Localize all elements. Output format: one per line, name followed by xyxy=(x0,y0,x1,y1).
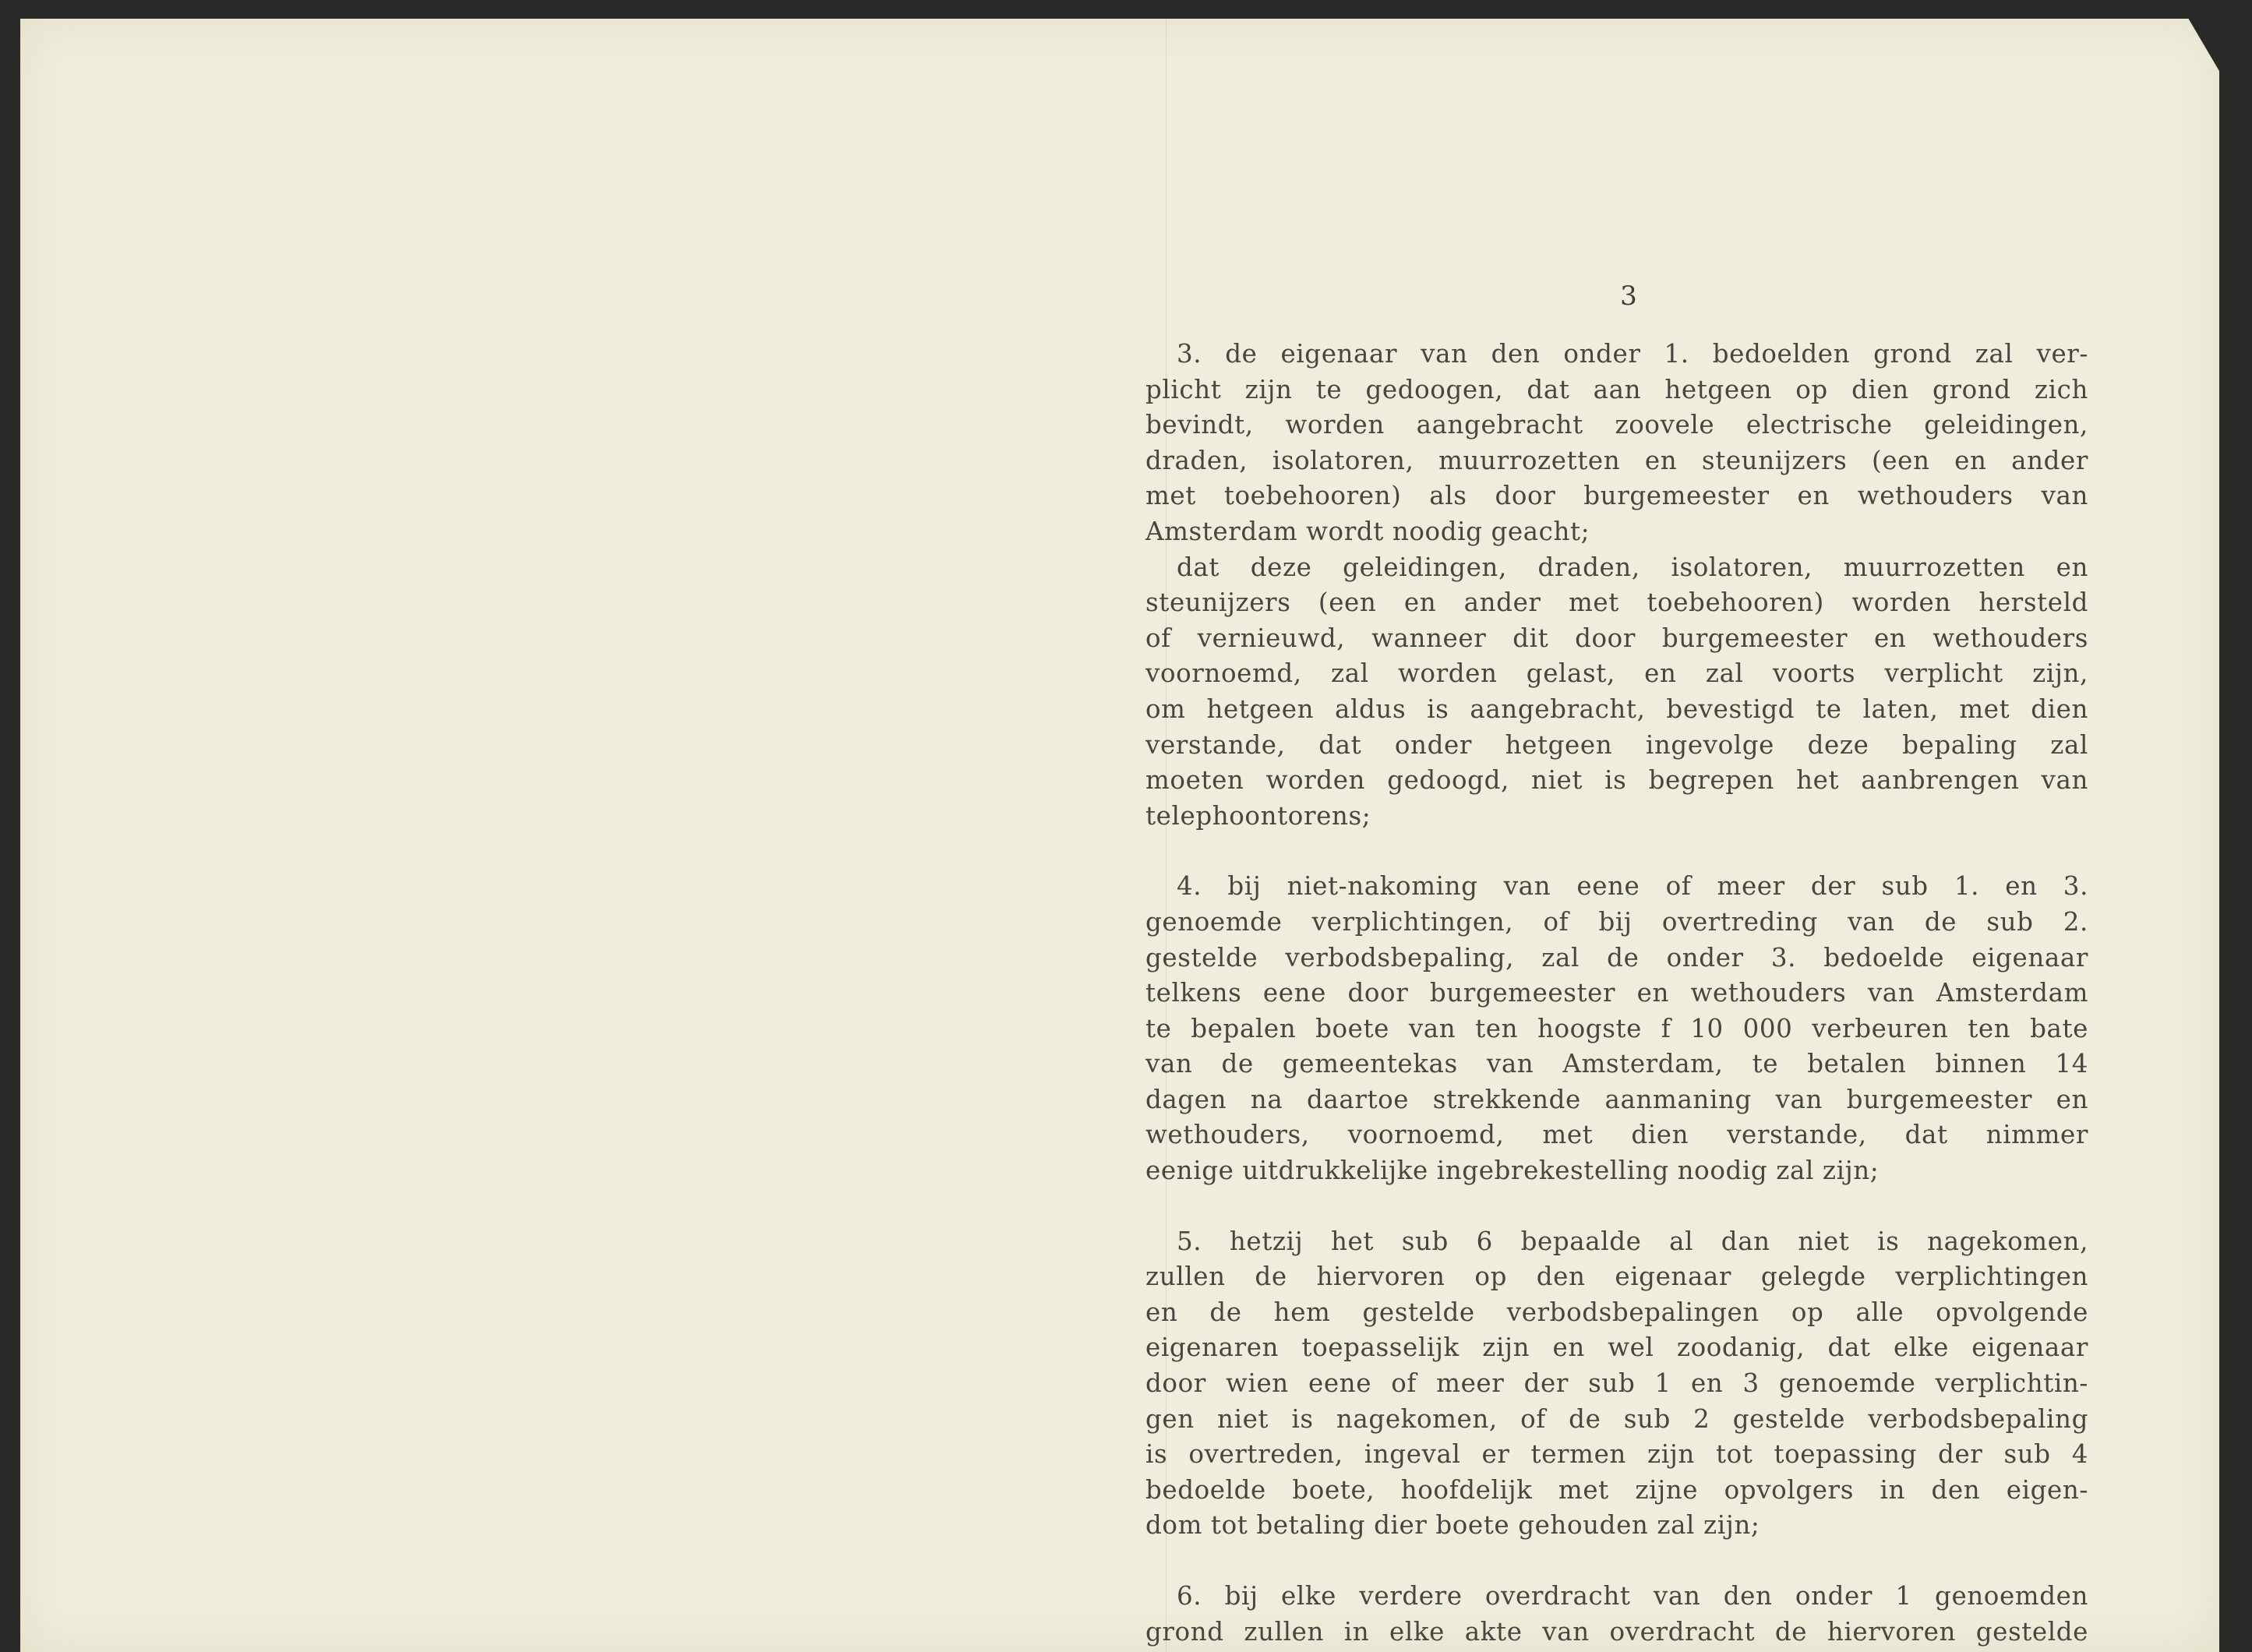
text-line: genoemde verplichtingen, of bij overtreding van de sub 2. xyxy=(1145,906,2088,937)
paragraph-5 xyxy=(1145,1224,2088,1544)
text-line: eigenaren toepasselijk zijn en wel zoodanig, dat elke eigenaar xyxy=(1145,1333,2088,1363)
text-line: om hetgeen aldus is aangebracht, bevestigd te laten, met dien xyxy=(1145,694,2088,724)
text-line: 4. bij niet-nakoming van eene of meer der sub 1. en 3. xyxy=(1177,871,2088,902)
text-line: te bepalen boete van ten hoogste f 10 000 verbeuren ten bate xyxy=(1145,1013,2088,1043)
text-line: grond zullen in elke akte van overdracht de hiervoren gestelde xyxy=(1145,1616,2088,1647)
text-line: dom tot betaling dier boete gehouden zal zijn; xyxy=(1145,1510,1760,1541)
text-line: telkens eene door burgemeester en wethouders van Amsterdam xyxy=(1145,978,2088,1008)
text-line: moeten worden gedoogd, niet is begrepen het aanbrengen van xyxy=(1145,765,2088,796)
text-line: gen niet is nagekomen, of de sub 2 gestelde verbodsbepaling xyxy=(1145,1403,2088,1434)
text-line: plicht zijn te gedoogen, dat aan hetgeen op dien grond zich xyxy=(1145,374,2088,404)
text-line: eenige uitdrukkelijke ingebrekestelling noodig zal zijn; xyxy=(1145,1156,1880,1186)
text-line: telephoontorens; xyxy=(1145,800,1371,831)
body-text xyxy=(1145,337,2088,1650)
text-line: 3. de eigenaar van den onder 1. bedoelden grond zal ver- xyxy=(1177,339,2088,369)
text-line: is overtreden, ingeval er termen zijn tot toepassing der sub 4 xyxy=(1145,1439,2088,1470)
text-line: bedoelde boete, hoofdelijk met zijne opvolgers in den eigen- xyxy=(1145,1474,2088,1505)
text-line: Amsterdam wordt noodig geacht; xyxy=(1145,516,1590,546)
paragraph-3-continued xyxy=(1145,550,2088,835)
text-line: dagen na daartoe strekkende aanmaning van burgemeester en xyxy=(1145,1084,2088,1114)
page-number: 3 xyxy=(1620,281,1637,312)
text-line: en de hem gestelde verbodsbepalingen op alle opvolgende xyxy=(1145,1297,2088,1327)
text-line: wethouders, voornoemd, met dien verstande, dat nimmer xyxy=(1145,1120,2088,1150)
text-line: bevindt, worden aangebracht zoovele electrische geleidingen, xyxy=(1145,410,2088,440)
text-line: voornoemd, zal worden gelast, en zal voorts verplicht zijn, xyxy=(1145,658,2088,689)
text-line: of vernieuwd, wanneer dit door burgemeester en wethouders xyxy=(1145,623,2088,653)
text-line: 5. hetzij het sub 6 bepaalde al dan niet is nagekomen, xyxy=(1177,1226,2088,1256)
text-line: dat deze geleidingen, draden, isolatoren, muurrozetten en xyxy=(1177,552,2088,582)
text-line: zullen de hiervoren op den eigenaar gelegde verplichtingen xyxy=(1145,1262,2088,1292)
text-line: van de gemeentekas van Amsterdam, te betalen binnen 14 xyxy=(1145,1049,2088,1079)
text-line: verstande, dat onder hetgeen ingevolge deze bepaling zal xyxy=(1145,729,2088,760)
text-line: gestelde verbodsbepaling, zal de onder 3. bedoelde eigenaar xyxy=(1145,942,2088,972)
text-line: door wien eene of meer der sub 1 en 3 genoemde verplichtin- xyxy=(1145,1368,2088,1399)
paragraph-4 xyxy=(1145,869,2088,1188)
text-line: steunijzers (een en ander met toebehooren) worden hersteld xyxy=(1145,588,2088,618)
text-line: met toebehooren) als door burgemeester en wethouders van xyxy=(1145,481,2088,511)
paragraph-3 xyxy=(1145,337,2088,550)
paragraph-6 xyxy=(1145,1579,2088,1650)
text-line: 6. bij elke verdere overdracht van den onder 1 genoemden xyxy=(1177,1581,2088,1611)
text-line: draden, isolatoren, muurrozetten en steunijzers (een en ander xyxy=(1145,445,2088,475)
